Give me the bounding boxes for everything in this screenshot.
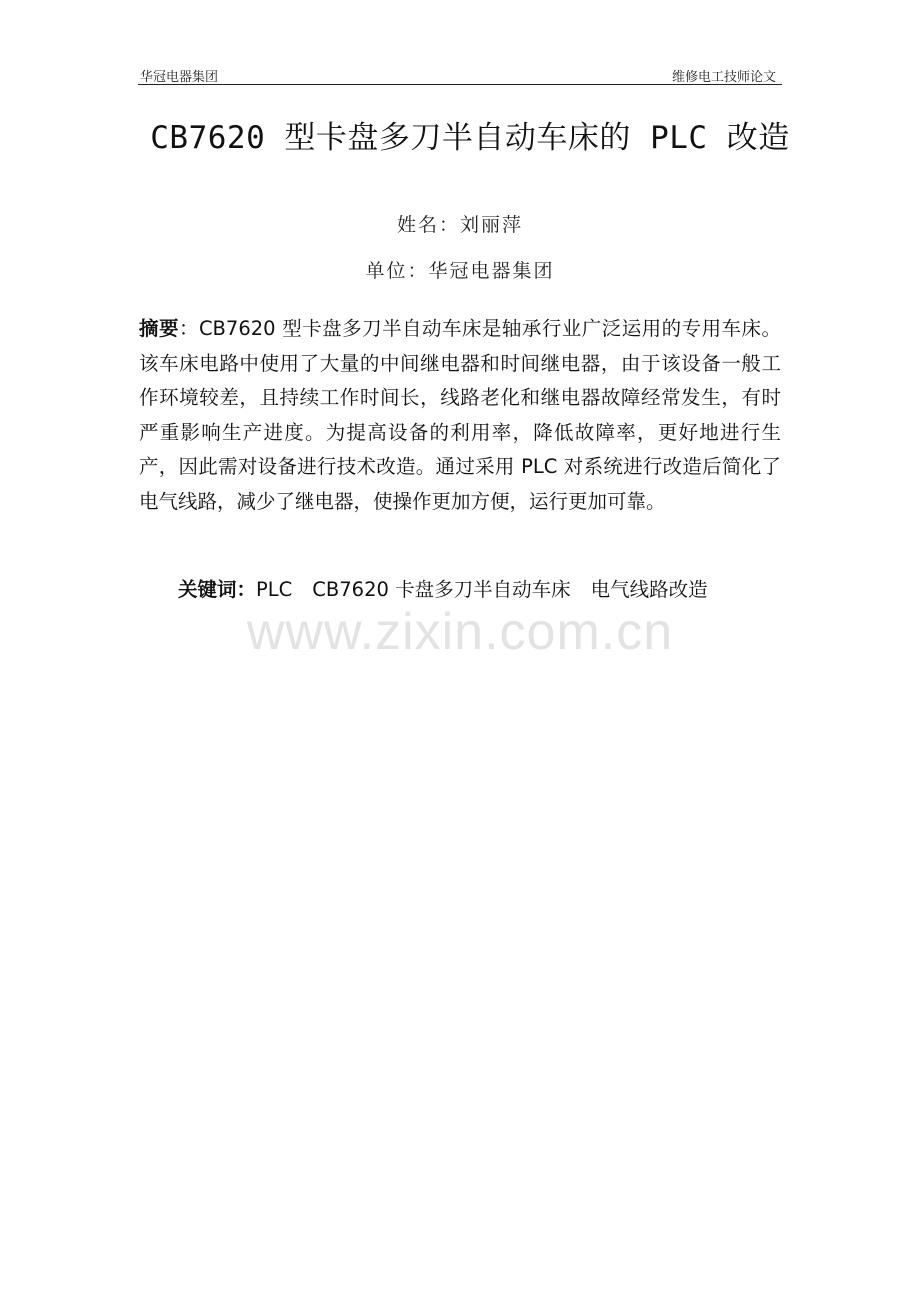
header-divider [138,84,782,85]
running-header [138,64,782,84]
keywords-label: 关键词： [178,578,257,601]
keyword-item: 电气线路改造 [590,578,708,601]
header-document-type: 维修电工技师论文 [671,70,776,85]
paper-title: CB7620 型卡盘多刀半自动车床的 PLC 改造 [150,120,790,156]
author-line: 姓名：刘丽萍 [396,214,523,236]
abstract-separator: ： [178,317,199,340]
affiliation-line: 单位：华冠电器集团 [365,260,555,282]
abstract-label: 摘要 [139,317,179,340]
abstract-paragraph [139,312,781,519]
watermark: www.zixin.com.cn [246,603,674,661]
abstract-text: CB7620 型卡盘多刀半自动车床是轴承行业广泛运用的专用车床。该车床电路中使用了大量的中间继电器和时间继电器，由于该设备一般工作环境较差，且持续工作时间长，线路老化和继电器故障经常发生，有时严重影响生产进度。为提高设备的利用率，降低故障率，更好地进行生产，因此需对设备进行技术改造。通过采用 PLC 对系统进行改造后简化了电气线路，减少了继电器，使操作更加方便，运行更加可靠。 [139,317,781,513]
keyword-item: PLC [256,578,293,601]
header-organization: 华冠电器集团 [140,70,219,85]
keyword-item: CB7620 卡盘多刀半自动车床 [312,578,571,601]
